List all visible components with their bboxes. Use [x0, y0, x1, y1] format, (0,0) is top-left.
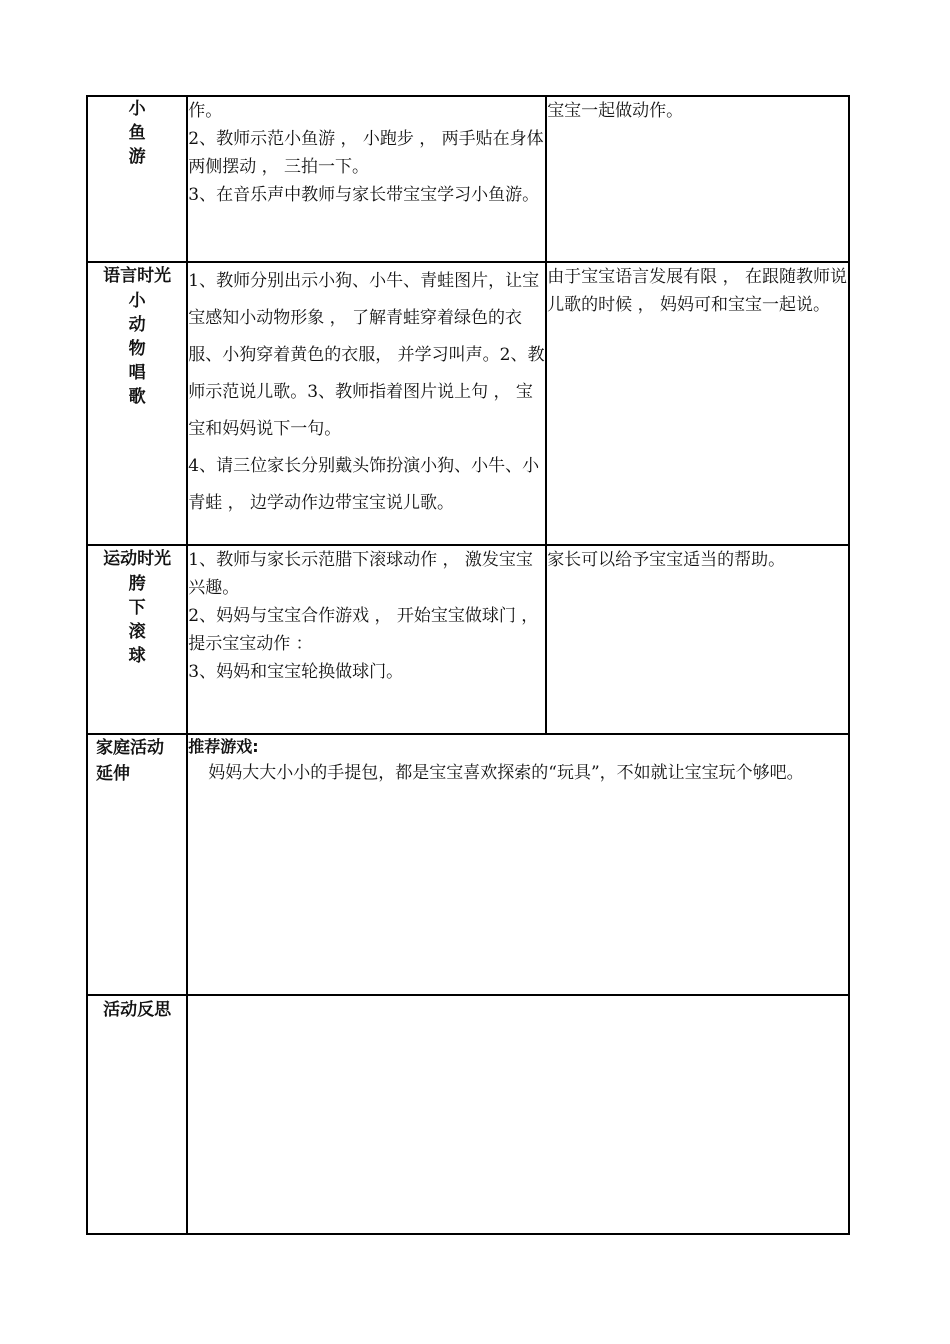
label-char: 动	[128, 315, 146, 335]
guidance-note: 宝宝一起做动作。	[546, 96, 849, 262]
label-char: 游	[128, 147, 146, 167]
recommended-game-text: 妈妈大大小小的手提包，都是宝宝喜欢探索的“玩具”，不如就让宝宝玩个够吧。	[208, 763, 804, 783]
activity-content	[187, 262, 546, 545]
label-char: 小	[128, 99, 146, 119]
section-title: 语言时光	[103, 266, 172, 286]
activity-content	[187, 96, 546, 262]
table-row	[87, 734, 849, 995]
label-char: 下	[128, 598, 146, 618]
activity-content	[187, 545, 546, 734]
section-title-line2: 延伸	[96, 764, 130, 784]
family-extension-content	[187, 734, 849, 995]
label-char: 物	[128, 339, 146, 359]
label-char: 滚	[128, 622, 146, 642]
table-row	[87, 96, 849, 262]
recommended-game-heading: 推荐游戏:	[188, 737, 259, 756]
content-line: 作。	[188, 101, 223, 121]
row-label-family	[87, 734, 187, 995]
activity-plan-table	[86, 95, 850, 1235]
content-line: 2、教师示范小鱼游 ， 小跑步 ， 两手贴在身体两侧摆动 ， 三拍一下。	[188, 129, 544, 177]
label-char: 鱼	[128, 123, 146, 143]
label-char: 歌	[128, 387, 146, 407]
content-line: 1、教师与家长示范腊下滚球动作 ， 激发宝宝兴趣。	[188, 550, 533, 598]
content-line: 1、教师分别出示小狗、小牛、青蛙图片，让宝宝感知小动物形象 ， 了解青蛙穿着绿色的衣服、小狗穿着黄色的衣服， 并学习叫声。2、教师示范说儿歌。3、教师指着图片说上句 ， 宝宝和妈妈说下一句。	[188, 271, 545, 439]
reflection-content	[187, 995, 849, 1234]
label-char: 胯	[128, 574, 146, 594]
section-title: 家庭活动	[96, 738, 164, 758]
content-line: 4、请三位家长分别戴头饰扮演小狗、小牛、小青蛙 ， 边学动作边带宝宝说儿歌。	[188, 456, 540, 513]
content-line: 3、妈妈和宝宝轮换做球门。	[188, 662, 404, 682]
content-line: 3、在音乐声中教师与家长带宝宝学习小鱼游。	[188, 185, 540, 205]
row-label-reflection: 活动反思	[87, 995, 187, 1234]
table-row	[87, 995, 849, 1234]
table-row	[87, 545, 849, 734]
content-line: 2、妈妈与宝宝合作游戏 ， 开始宝宝做球门 ， 提示宝宝动作 ：	[188, 606, 539, 654]
guidance-note: 家长可以给予宝宝适当的帮助。	[546, 545, 849, 734]
row-label-sports	[87, 545, 187, 734]
label-char: 小	[128, 291, 146, 311]
section-title: 运动时光	[103, 549, 172, 569]
label-char: 球	[128, 646, 146, 666]
table-row	[87, 262, 849, 545]
label-char: 唱	[128, 363, 146, 383]
row-label-fish	[87, 96, 187, 262]
guidance-note: 由于宝宝语言发展有限 ， 在跟随教师说儿歌的时候 ， 妈妈可和宝宝一起说。	[546, 262, 849, 545]
row-label-language	[87, 262, 187, 545]
